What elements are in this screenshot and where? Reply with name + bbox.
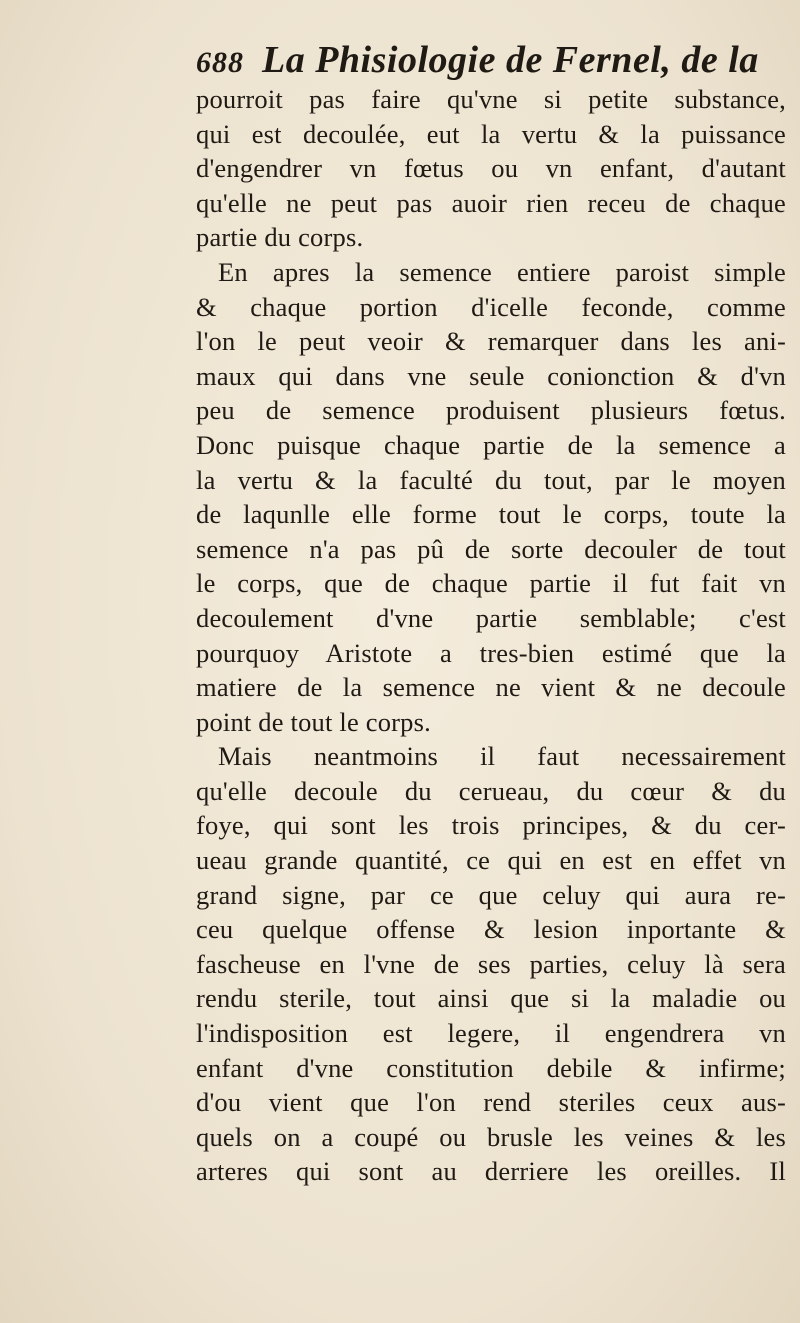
- text-line: peu de semence produisent plusieurs fœtus.: [196, 395, 786, 426]
- text-line: arteres qui sont au derriere les oreilles. Il: [196, 1156, 786, 1187]
- text-line: l'indisposition est legere, il engendrera vn: [196, 1018, 786, 1049]
- text-line: enfant d'vne constitution debile & infirme;: [196, 1052, 786, 1083]
- text-line: pourroit pas faire qu'vne si petite substance,: [196, 84, 786, 114]
- text-line: foye, qui sont les trois principes, & du cer-: [196, 810, 786, 841]
- text-line: fascheuse en l'vne de ses parties, celuy là sera: [196, 948, 786, 979]
- text-line: Mais neantmoins il faut necessairement: [218, 741, 786, 772]
- running-title: La Phisiologie de Fernel, de la: [262, 39, 759, 81]
- text-line: point de tout le corps.: [196, 706, 431, 737]
- text-line: le corps, que de chaque partie il fut fait vn: [196, 568, 786, 599]
- text-line: la vertu & la faculté du tout, par le moyen: [196, 464, 786, 495]
- text-line: & chaque portion d'icelle feconde, comme: [196, 291, 786, 322]
- text-line: qui est decoulée, eut la vertu & la puissance: [196, 118, 786, 149]
- text-line: ceu quelque offense & lesion inportante &: [196, 914, 786, 945]
- text-line: de laqunlle elle forme tout le corps, toute la: [196, 499, 786, 530]
- text-line: pourquoy Aristote a tres-bien estimé que la: [196, 637, 786, 668]
- text-line: l'on le peut veoir & remarquer dans les ani-: [196, 326, 786, 357]
- text-line: grand signe, par ce que celuy qui aura re-: [196, 879, 786, 910]
- text-line: Donc puisque chaque partie de la semence a: [196, 429, 786, 460]
- text-line: maux qui dans vne seule conionction & d'vn: [196, 360, 786, 391]
- text-line: d'ou vient que l'on rend steriles ceux aus-: [196, 1087, 786, 1118]
- text-line: qu'elle ne peut pas auoir rien receu de chaque: [196, 187, 786, 218]
- text-line: decoulement d'vne partie semblable; c'est: [196, 602, 786, 633]
- text-line: En apres la semence entiere paroist simple: [218, 256, 786, 287]
- text-line: partie du corps.: [196, 222, 364, 253]
- text-line: ueau grande quantité, ce qui en est en effet vn: [196, 845, 786, 876]
- body-text: [196, 82, 786, 1189]
- page-number: 688: [196, 46, 244, 79]
- text-line: d'engendrer vn fœtus ou vn enfant, d'autant: [196, 153, 786, 184]
- text-line: qu'elle decoule du cerueau, du cœur & du: [196, 775, 786, 806]
- text-line: semence n'a pas pû de sorte decouler de tout: [196, 533, 786, 564]
- text-line: quels on a coupé ou brusle les veines & les: [196, 1121, 786, 1152]
- text-line: matiere de la semence ne vient & ne decoule: [196, 672, 786, 703]
- text-line: rendu sterile, tout ainsi que si la maladie ou: [196, 983, 786, 1014]
